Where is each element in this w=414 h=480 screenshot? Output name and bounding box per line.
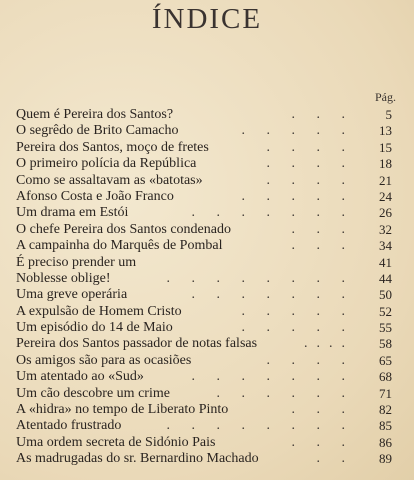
toc-entry-leader-dots: . . . . . . . <box>191 205 354 221</box>
toc-entry-title: A «hidra» no tempo de Liberato Pinto <box>16 402 229 418</box>
toc-entry-leader-dots: . . . <box>291 221 354 237</box>
toc-entry-page-number: 58 <box>379 336 392 352</box>
toc-entry-leader-dots: . . . . <box>266 139 354 155</box>
table-of-contents <box>14 107 394 468</box>
toc-entry-title: A campainha do Marquês de Pombal <box>16 238 223 254</box>
toc-entry-page-number: 41 <box>379 254 392 270</box>
toc-entry <box>14 435 394 451</box>
toc-entry-leader-dots: . . . <box>291 434 354 450</box>
toc-entry-page-number: 44 <box>379 270 392 286</box>
toc-entry-page-number: 68 <box>379 369 392 385</box>
toc-entry-leader-dots: . . . . . <box>241 303 354 319</box>
toc-entry <box>14 140 394 156</box>
toc-entry-page-number: 52 <box>379 303 392 319</box>
toc-entry <box>14 386 394 402</box>
toc-entry-page-number: 55 <box>379 320 392 336</box>
toc-entry-leader-dots: . . . . . <box>241 320 354 336</box>
toc-entry-page-number: 5 <box>385 107 392 122</box>
toc-entry-leader-dots: . . . . . . . . <box>166 418 354 434</box>
toc-entry-leader-dots: . . . . <box>266 352 354 368</box>
toc-entry-title: Os amigos são para as ocasiões <box>16 352 192 368</box>
toc-entry-leader-dots: . . . . . . <box>216 385 354 401</box>
toc-entry <box>14 353 394 369</box>
toc-entry-title: Uma ordem secreta de Sidónio Pais <box>16 434 216 450</box>
toc-entry-leader-dots: . . . . . . . <box>191 287 354 303</box>
toc-entry <box>14 402 394 418</box>
toc-entry-title: Como se assaltavam as «batotas» <box>16 172 203 188</box>
toc-entry-title: O chefe Pereira dos Santos condenado <box>16 221 231 237</box>
toc-entry-page-number: 50 <box>379 287 392 303</box>
toc-entry-page-number: 71 <box>379 385 392 401</box>
toc-entry <box>14 304 394 320</box>
toc-entry-title: É preciso prender um <box>16 254 137 270</box>
toc-entry <box>14 222 394 238</box>
toc-entry-title: O segrêdo de Brito Camacho <box>16 123 179 139</box>
toc-entry <box>14 238 394 254</box>
toc-entry <box>14 156 394 172</box>
toc-entry-page-number: 13 <box>379 123 392 139</box>
toc-entry-title: Afonso Costa e João Franco <box>16 188 174 204</box>
toc-entry-title: Atentado frustrado <box>16 418 122 434</box>
toc-entry <box>14 418 394 434</box>
toc-entry-leader-dots: .... <box>304 336 354 352</box>
toc-entry <box>14 255 394 271</box>
toc-entry-page-number: 85 <box>379 418 392 434</box>
toc-entry-page-number: 18 <box>379 156 392 172</box>
toc-entry-leader-dots: . . . <box>291 107 354 122</box>
toc-entry-page-number: 26 <box>379 205 392 221</box>
toc-entry <box>14 205 394 221</box>
toc-entry <box>14 451 394 467</box>
toc-entry-page-number: 34 <box>379 238 392 254</box>
toc-entry-page-number: 24 <box>379 188 392 204</box>
toc-entry-title: Noblesse oblige! <box>16 270 111 286</box>
toc-entry-page-number: 15 <box>379 139 392 155</box>
toc-entry-page-number: 65 <box>379 352 392 368</box>
toc-entry-leader-dots: . . . <box>291 238 354 254</box>
page-title: ÍNDICE <box>151 3 263 35</box>
toc-entry-title: Um episódio do 14 de Maio <box>16 320 173 336</box>
toc-entry-leader-dots: . . . . <box>266 172 354 188</box>
toc-entry-title: Um cão descobre um crime <box>16 385 170 401</box>
toc-entry-title: Quem é Pereira dos Santos? <box>16 107 174 122</box>
toc-entry-leader-dots: . . . . . . . . <box>166 270 354 286</box>
toc-entry-page-number: 82 <box>379 402 392 418</box>
toc-entry-title: Pereira dos Santos, moço de fretes <box>16 139 209 155</box>
toc-entry-title: Um atentado ao «Sud» <box>16 369 144 385</box>
toc-entry-leader-dots: . . . . . . . <box>191 369 354 385</box>
toc-entry-title: Uma greve operária <box>16 287 128 303</box>
toc-entry-leader-dots: . . . . <box>266 156 354 172</box>
toc-entry <box>14 287 394 303</box>
toc-entry-title: Pereira dos Santos passador de notas falsas <box>16 336 258 352</box>
toc-entry-page-number: 89 <box>379 451 392 467</box>
toc-entry-title: A expulsão de Homem Cristo <box>16 303 182 319</box>
toc-entry-title: As madrugadas do sr. Bernardino Machado <box>16 451 259 467</box>
toc-entry-title: O primeiro polícia da República <box>16 156 197 172</box>
toc-entry <box>14 336 394 352</box>
toc-entry-leader-dots: . . . . . <box>241 188 354 204</box>
toc-entry-leader-dots: . . <box>316 451 354 467</box>
toc-entry <box>14 320 394 336</box>
toc-entry-title: Um drama em Estói <box>16 205 129 221</box>
toc-entry <box>14 189 394 205</box>
toc-entry <box>14 271 394 287</box>
page-column-label: Pág. <box>375 90 396 104</box>
toc-entry-leader-dots: . . . . . <box>241 123 354 139</box>
toc-entry-page-number: 86 <box>379 434 392 450</box>
toc-entry <box>14 123 394 139</box>
toc-entry-leader-dots: . . . <box>291 402 354 418</box>
toc-entry-page-number: 21 <box>379 172 392 188</box>
toc-entry <box>14 369 394 385</box>
toc-entry-page-number: 32 <box>379 221 392 237</box>
toc-entry <box>14 173 394 189</box>
toc-entry <box>14 107 394 123</box>
